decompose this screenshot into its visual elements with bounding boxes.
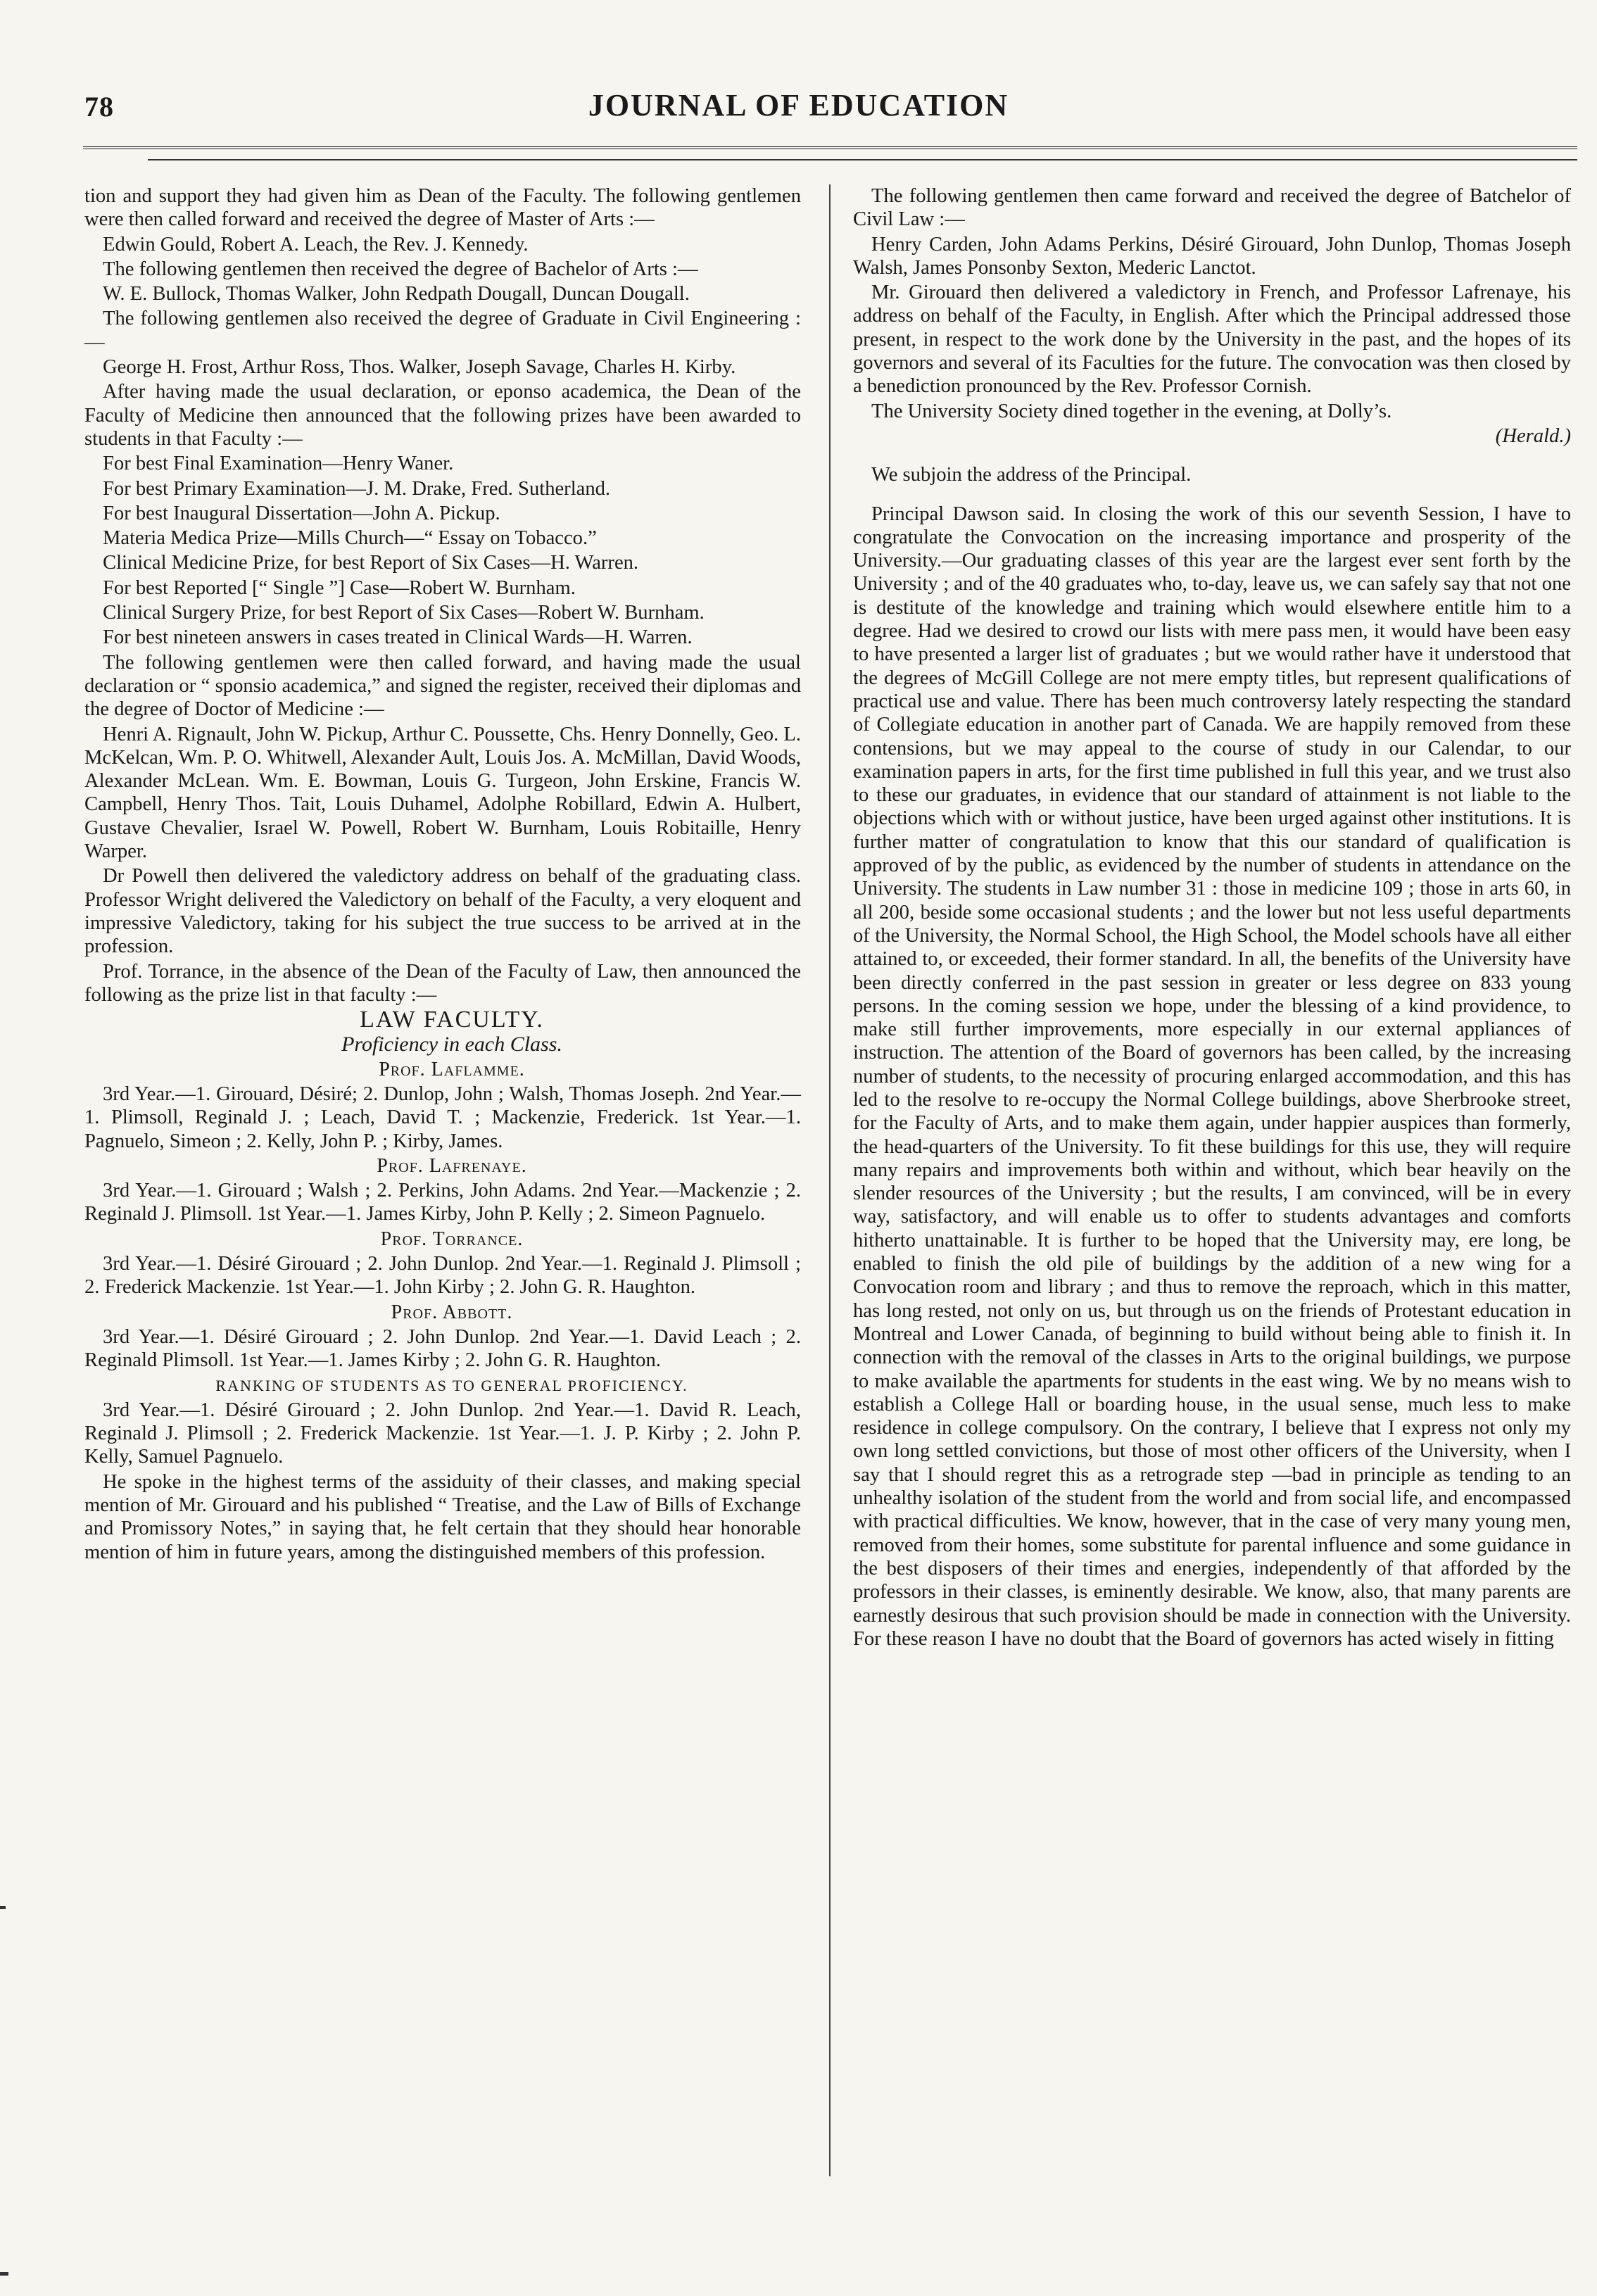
- professor-heading: Prof. Abbott.: [391, 1301, 513, 1323]
- ranking-results: 3rd Year.—1. Désiré Girouard ; 2. John Dunlop. 2nd Year.—1. David R. Leach, Reginald J. Plimsoll ; 2. Frederick Mackenzie. 1st Year.—1. J. P. Kirby ; 2. John P. Kelly, Samuel Pagnuelo.: [84, 1399, 801, 1468]
- professor-heading: Prof. Laflamme.: [379, 1058, 525, 1080]
- prize-line: For best Reported [“ Single ”] Case—Robert W. Burnham.: [103, 576, 576, 599]
- paragraph: He spoke in the highest terms of the assiduity of their classes, and making special mention of Mr. Girouard and his published “ Treatise, and the Law of Bills of Exchange and Promissory Notes,” in saying that, he felt certain that they should hear honorable mention of him in future years, among the distinguished members of this profession.: [84, 1470, 801, 1563]
- column-divider: [829, 184, 831, 2176]
- prize-line: Clinical Surgery Prize, for best Report of Six Cases—Robert W. Burnham.: [103, 602, 705, 624]
- prize-line: Materia Medica Prize—Mills Church—“ Essay on Tobacco.”: [103, 527, 597, 550]
- graduate-list: Henri A. Rignault, John W. Pickup, Arthur C. Poussette, Chs. Henry Donnelly, Geo. L. McKelcan, Wm. P. O. Whitwell, Alexander Ault, Louis Jos. A. McMillan, David Woods, Alexander McLean. Wm. E. Bowman, Louis G. Turgeon, John Erskine, Francis W. Campbell, Henry Thos. Tait, Louis Duhamel, Adolphe Robillard, Edwin A. Hulbert, Gustave Chevalier, Israel W. Powell, Robert W. Burnham, Louis Robitaille, Henry Warper.: [84, 723, 801, 863]
- margin-mark: [0, 2272, 8, 2276]
- paragraph: The following gentlemen then came forward and received the degree of Batchelor of Civil Law :—: [853, 185, 1571, 231]
- paragraph: The following gentlemen also received the degree of Graduate in Civil Engineering :—: [84, 308, 801, 353]
- header-rule: [148, 159, 1577, 160]
- left-column: [84, 184, 801, 1565]
- prize-line: For best Inaugural Dissertation—John A. Pickup.: [103, 502, 500, 524]
- header-double-rule: [83, 146, 1577, 149]
- prize-line: Clinical Medicine Prize, for best Report of Six Cases—H. Warren.: [103, 552, 639, 574]
- class-results: 3rd Year.—1. Girouard ; Walsh ; 2. Perkins, John Adams. 2nd Year.—Mackenzie ; 2. Reginald J. Plimsoll. 1st Year.—1. James Kirby, John P. Kelly ; 2. Simeon Pagnuelo.: [84, 1180, 801, 1225]
- paragraph: W. E. Bullock, Thomas Walker, John Redpath Dougall, Duncan Dougall.: [103, 283, 690, 305]
- paragraph: tion and support they had given him as Dean of the Faculty. The following gentlemen were then called forward and received the degree of Master of Arts :—: [84, 185, 801, 231]
- margin-mark: [0, 1906, 6, 1909]
- paragraph: Edwin Gould, Robert A. Leach, the Rev. J. Kennedy.: [103, 233, 529, 256]
- paragraph: The University Society dined together in the evening, at Dolly’s.: [871, 400, 1392, 422]
- running-title: JOURNAL OF EDUCATION: [588, 88, 1009, 122]
- ranking-heading: RANKING OF STUDENTS AS TO GENERAL PROFICIENCY.: [215, 1376, 688, 1394]
- professor-heading: Prof. Torrance.: [380, 1228, 524, 1250]
- paragraph: We subjoin the address of the Principal.: [871, 464, 1192, 486]
- graduate-list: Henry Carden, John Adams Perkins, Désiré Girouard, John Dunlop, Thomas Joseph Walsh, James Ponsonby Sexton, Mederic Lanctot.: [853, 233, 1571, 279]
- prize-line: For best Final Examination—Henry Waner.: [103, 453, 454, 475]
- class-results: 3rd Year.—1. Girouard, Désiré; 2. Dunlop, John ; Walsh, Thomas Joseph. 2nd Year.—1. Plimsoll, Reginald J. ; Leach, David T. ; Mackenzie, Frederick. 1st Year.—1. Pagnuelo, Simeon ; 2. Kelly, John P. ; Kirby, James.: [84, 1083, 801, 1152]
- paragraph: George H. Frost, Arthur Ross, Thos. Walker, Joseph Savage, Charles H. Kirby.: [103, 356, 736, 379]
- paragraph: The following gentlemen were then called forward, and having made the usual declaration or “ sponsio academica,” and signed the register, received their diplomas and the degree of Doctor of Medicine :—: [84, 651, 801, 721]
- proficiency-subheading: Proficiency in each Class.: [341, 1033, 562, 1056]
- paragraph: Dr Powell then delivered the valedictory address on behalf of the graduating class. Professor Wright delivered the Valedictory on behalf of the Faculty, a very eloquent and impressive Valedictory, taking for his subject the true success to be arrived at in the profession.: [84, 865, 801, 958]
- right-column: [853, 184, 1571, 1652]
- class-results: 3rd Year.—1. Désiré Girouard ; 2. John Dunlop. 2nd Year.—1. Reginald J. Plimsoll ; 2. Frederick Mackenzie. 1st Year.—1. John Kirby ; 2. John G. R. Haughton.: [84, 1253, 801, 1299]
- paragraph: The following gentlemen then received the degree of Bachelor of Arts :—: [103, 258, 698, 280]
- professor-heading: Prof. Lafrenaye.: [377, 1154, 527, 1177]
- prize-line: For best nineteen answers in cases treated in Clinical Wards—H. Warren.: [103, 626, 693, 649]
- class-results: 3rd Year.—1. Désiré Girouard ; 2. John Dunlop. 2nd Year.—1. David Leach ; 2. Reginald Plimsoll. 1st Year.—1. James Kirby ; 2. John G. R. Haughton.: [84, 1325, 801, 1372]
- law-faculty-heading: LAW FACULTY.: [360, 1007, 544, 1033]
- paragraph: After having made the usual declaration, or eponso academica, the Dean of the Faculty of Medicine then announced that the following prizes have been awarded to students in that Faculty :—: [84, 381, 801, 450]
- principal-address: Principal Dawson said. In closing the work of this our seventh Session, I have to congratulate the Convocation on the increasing importance and prosperity of the University.—Our graduating classes of this year are the largest ever sent forth by the University ; and of the 40 graduates who, to-day, leave us, we can safely say that not one is destitute of the knowledge and training which would elsewhere entitle him to a degree. Had we desired to crowd our lists with mere pass men, it would have been easy to have presented a larger list of graduates ; but we would rather have it understood that the degrees of McGill College are not mere empty titles, but represent qualifications of practical use and value. There has been much controversy lately respecting the standard of Collegiate education in another part of Canada. We are happily removed from these contensions, but we may appeal to the course of study in our Calendar, to our examination papers in arts, for the first time published in full this year, and we trust also to these our graduates, in evidence that our standard of attainment is not liable to the objections which with or without justice, have been urged against other institutions. It is further matter of congratulation to know that this our standard of qualification is approved of by the public, as evidenced by the number of students in attendance on the University. The students in Law number 31 : those in medicine 109 ; those in arts 60, in all 200, beside some occasional students ; and the lower but not less useful departments of the University, the Normal School, the High School, the Model schools have all either attained to, or exceeded, their former standard. In all, the benefits of the University have been directly conferred in the past session in greater or less degree on 833 young persons. In the coming session we hope, under the blessing of a kind providence, to make still further improvements, more especially in our external appliances of instruction. The attention of the Board of governors has been called, by the increasing number of students, to the necessity of procuring enlarged accommodation, and this has led to the resolve to re-occupy the Normal College buildings, above Sherbrooke street, for the Faculty of Arts, and to make them again, under happier auspices than formerly, the head-quarters of the University. To fit these buildings for this use, they will require many repairs and improvements both within and without, which bear heavily on the slender resources of the University ; but the results, I am convinced, will be in every way, satisfactory, and will enable us to offer to students advantages and comforts hitherto unattainable. It is further to be hoped that the University may, ere long, be enabled to finish the old pile of buildings by the addition of a new wing for a Convocation room and library ; and thus to remove the reproach, which in this matter, has long rested, not only on us, but through us on the friends of Protestant education in Montreal and Lower Canada, of beginning to build without being able to finish it. In connection with the removal of the classes in Arts to the original buildings, we purpose to make available the apartments for students in the east wing. We by no means wish to establish a College Hall or boarding house, in the usual sense, much less to make residence in college compulsory. On the contrary, I believe that I express not only my own long settled convictions, but those of most other officers of the University, when I say that I should regret this as a retrograde step —bad in principle as tending to an unhealthy isolation of the student from the world and from social life, and encompassed with practical difficulties. We know, however, that in the case of very many young men, removed from their homes, some substitute for parental influence and some guidance in the best disposers of their times and energies, independently of that afforded by the professors in their classes, is eminently desirable. We know, also, that many parents are earnestly desirous that such provision should be made in connection with the University. For these reason I have no doubt that the Board of governors has acted wisely in fitting: [853, 503, 1571, 1650]
- source-attribution: (Herald.): [1495, 424, 1571, 447]
- paragraph: Mr. Girouard then delivered a valedictory in French, and Professor Lafrenaye, his address on behalf of the Faculty, in English. After which the Principal addressed those present, in respect to the work done by the University in the past, and the hopes of its governors and several of its Faculties for the future. The convocation was then closed by a benediction pronounced by the Rev. Professor Cornish.: [853, 282, 1571, 398]
- prize-line: For best Primary Examination—J. M. Drake, Fred. Sutherland.: [103, 477, 611, 500]
- page-number: 78: [84, 91, 114, 122]
- paragraph: Prof. Torrance, in the absence of the Dean of the Faculty of Law, then announced the following as the prize list in that faculty :—: [84, 960, 801, 1006]
